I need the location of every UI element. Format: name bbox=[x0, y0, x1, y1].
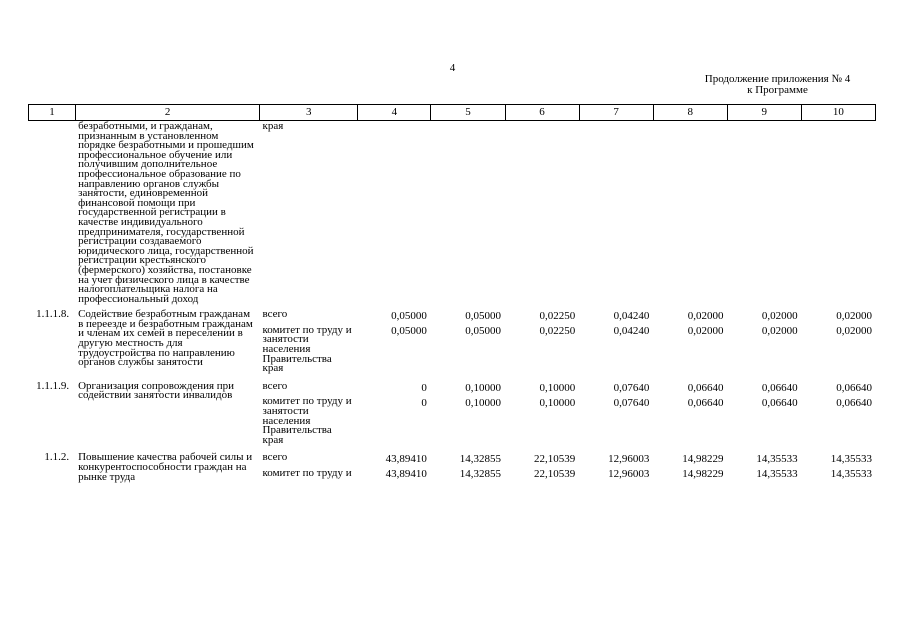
value-cell bbox=[802, 382, 876, 446]
value-cell bbox=[802, 310, 876, 374]
column-header: 4 bbox=[358, 105, 431, 121]
column-header-row bbox=[29, 105, 876, 121]
executor-total-label: края bbox=[262, 120, 284, 132]
value-cell bbox=[653, 382, 727, 446]
value-total: 22,10539 bbox=[533, 453, 576, 466]
value-executor: 14,32855 bbox=[459, 468, 502, 481]
column-header: 7 bbox=[579, 105, 653, 121]
value-total: 0,05000 bbox=[391, 310, 427, 323]
value-cell bbox=[358, 453, 431, 483]
value-executor: 0,02000 bbox=[687, 325, 724, 338]
table-row bbox=[28, 453, 876, 483]
value-executor: 14,35533 bbox=[756, 468, 798, 481]
value-executor: 43,89410 bbox=[385, 468, 427, 481]
value-cell bbox=[358, 382, 431, 446]
value-total: 0,05000 bbox=[465, 310, 502, 323]
value-cell bbox=[728, 453, 802, 483]
value-total: 14,98229 bbox=[682, 453, 724, 466]
value-cell bbox=[505, 382, 579, 446]
value-total: 14,35533 bbox=[830, 453, 872, 466]
value-total: 0 bbox=[421, 381, 427, 394]
row-name: безработными, и гражданам, признанным в установленном порядке безработными и прошедшим профессиональное обучение или получившим дополнительное профессиональное образование по направлению органов службы занятости, единовременной финансовой помощи при государственной регистрации в качестве индивидуального предпринимателя, государственной регистрации создаваемого юридического лица, государственной регистрации крестьянского (фермерского) хозяйства, постановке на учет физического лица в качестве налогоплательщика налога на профессиональный доход bbox=[78, 120, 254, 305]
row-executor bbox=[260, 453, 358, 483]
column-header: 9 bbox=[727, 105, 801, 121]
value-cell bbox=[431, 310, 505, 374]
column-header: 6 bbox=[505, 105, 579, 121]
value-executor: 0,02000 bbox=[761, 325, 798, 338]
table-row bbox=[28, 310, 876, 374]
column-header-table bbox=[28, 104, 876, 121]
value-executor: 0,06640 bbox=[761, 396, 798, 409]
value-cell bbox=[653, 310, 727, 374]
value-cell bbox=[728, 310, 802, 374]
value-executor: 0,02250 bbox=[539, 325, 576, 338]
row-name: Повышение качества рабочей силы и конкурентоспособности граждан на рынке труда bbox=[78, 451, 253, 483]
row-code: 1.1.1.8. bbox=[36, 308, 70, 321]
value-executor: 12,96003 bbox=[608, 468, 650, 481]
value-cell bbox=[505, 453, 579, 483]
value-executor: 0,05000 bbox=[391, 325, 427, 338]
value-total: 0,06640 bbox=[761, 381, 798, 394]
annex-line-1: Продолжение приложения № 4 bbox=[704, 73, 851, 85]
value-total: 0,10000 bbox=[539, 381, 576, 394]
value-cell bbox=[653, 453, 727, 483]
value-cell bbox=[431, 453, 505, 483]
column-header: 1 bbox=[29, 105, 76, 121]
value-total: 0,10000 bbox=[465, 381, 502, 394]
value-total: 0,07640 bbox=[613, 381, 650, 394]
value-total: 0,02000 bbox=[687, 310, 724, 323]
value-total: 0,02250 bbox=[539, 310, 576, 323]
row-name: Содействие безработным гражданам в переезде и безработным гражданам и членам их семей в переселении в другую местность для трудоустройства по направлению органов службы занятости bbox=[78, 308, 253, 369]
row-name: Организация сопровождения при содействии занятости инвалидов bbox=[78, 379, 235, 402]
column-header: 10 bbox=[801, 105, 875, 121]
value-executor: 0,04240 bbox=[613, 325, 650, 338]
value-total: 14,35533 bbox=[756, 453, 798, 466]
row-code: 1.1.1.9. bbox=[36, 379, 70, 392]
value-executor: 0,06640 bbox=[687, 396, 724, 409]
table-row bbox=[28, 122, 876, 310]
value-executor: 14,35533 bbox=[830, 468, 872, 481]
row-code bbox=[28, 122, 75, 310]
value-total: 0,06640 bbox=[836, 381, 872, 394]
column-header: 2 bbox=[76, 105, 260, 121]
executor-label: комитет по труду и bbox=[262, 467, 352, 479]
value-total: 12,96003 bbox=[608, 453, 650, 466]
value-cell bbox=[579, 382, 653, 446]
value-total: 0,06640 bbox=[687, 381, 724, 394]
page-number: 4 bbox=[449, 62, 456, 74]
value-cell bbox=[728, 382, 802, 446]
executor-total-label: всего bbox=[262, 308, 288, 321]
annex-caption bbox=[690, 74, 865, 96]
value-executor: 0,06640 bbox=[836, 396, 872, 409]
executor-label: комитет по труду и занятости населения Правительства края bbox=[262, 323, 352, 375]
column-header: 8 bbox=[653, 105, 727, 121]
value-total: 43,89410 bbox=[385, 453, 427, 466]
value-executor: 0,07640 bbox=[613, 396, 650, 409]
value-total: 0,04240 bbox=[613, 310, 650, 323]
executor-total-label: всего bbox=[262, 451, 288, 464]
row-executor bbox=[260, 122, 358, 310]
value-cell bbox=[358, 310, 431, 374]
value-executor: 0 bbox=[421, 396, 427, 409]
value-cell bbox=[802, 453, 876, 483]
table-row bbox=[28, 382, 876, 446]
annex-line-2: к Программе bbox=[747, 84, 808, 96]
value-executor: 0,10000 bbox=[465, 396, 502, 409]
row-executor bbox=[260, 310, 358, 374]
value-total: 14,32855 bbox=[459, 453, 502, 466]
executor-label: комитет по труду и занятости населения Правительства края bbox=[262, 395, 352, 446]
value-cell bbox=[505, 310, 579, 374]
row-code: 1.1.2. bbox=[44, 451, 70, 464]
value-executor: 0,02000 bbox=[836, 325, 872, 338]
value-total: 0,02000 bbox=[761, 310, 798, 323]
value-total: 0,02000 bbox=[836, 310, 872, 323]
value-cell bbox=[579, 310, 653, 374]
value-executor: 0,05000 bbox=[465, 325, 502, 338]
column-header: 5 bbox=[431, 105, 505, 121]
value-executor: 0,10000 bbox=[539, 396, 576, 409]
program-table bbox=[28, 122, 876, 483]
value-cell bbox=[431, 382, 505, 446]
executor-total-label: всего bbox=[262, 379, 288, 392]
value-executor: 14,98229 bbox=[682, 468, 724, 481]
value-executor: 22,10539 bbox=[533, 468, 576, 481]
value-cell bbox=[579, 453, 653, 483]
column-header: 3 bbox=[260, 105, 358, 121]
row-executor bbox=[260, 379, 358, 446]
